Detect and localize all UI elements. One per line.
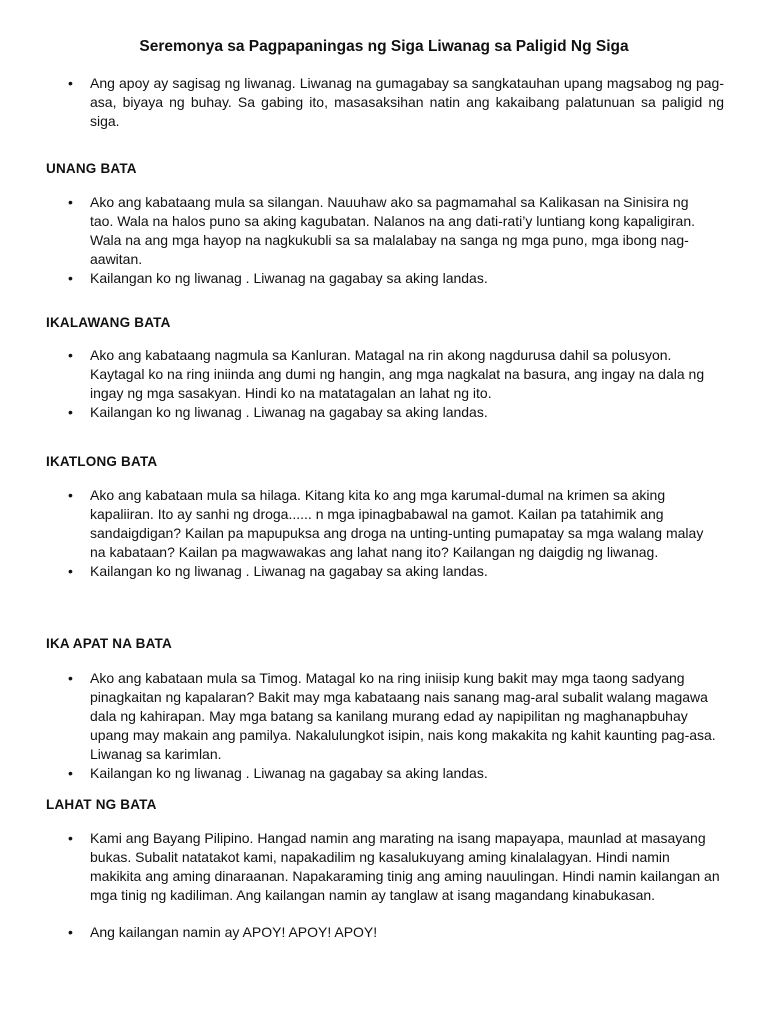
section-4-block <box>68 669 722 783</box>
section-heading-1: UNANG BATA <box>46 161 137 176</box>
section-heading-5: LAHAT NG BATA <box>46 797 157 812</box>
section-paragraph-3: • Ako ang kabataan mula sa hilaga. Kitang kita ko ang mga karumal-dumal na krimen sa aking kapaliiran. Ito ay sanhi ng droga...... n mga ipinagbabawal na gamot. Kailan pa tatahimik ang sandaigdigan? Kailan pa mapupuksa ang droga na unting-unting pumapatay sa mga walang malay na kabataan? Kailan pa magwawakas ang lahat nang ito? Kailangan ng daigdig ng liwanag. <box>68 486 708 562</box>
section-paragraph-5: • Kami ang Bayang Pilipino. Hangad namin ang marating na isang mapayapa, maunlad at masayang bukas. Subalit natatakot kami, napakadilim ng kasalukuyang aming kinalalagyan. Hindi namin makikita ang aming dinaraanan. Napakaraming tinig ang aming nauulingan. Hindi namin kailangan an mga tinig ng kadiliman. Ang kailangan namin ay tanglaw at isang magandang kinabukasan. <box>68 829 720 905</box>
section-3-block <box>68 486 708 581</box>
section-heading-4: IKA APAT NA BATA <box>46 636 172 651</box>
section-refrain-2: • Kailangan ko ng liwanag . Liwanag na gagabay sa aking landas. <box>68 403 716 422</box>
document-title: Seremonya sa Pagpapaningas ng Siga Liwanag sa Paligid Ng Siga <box>139 38 629 55</box>
intro-paragraph: • Ang apoy ay sagisag ng liwanag. Liwanag na gumagabay sa sangkatauhan upang magsabog ng pag-asa, biyaya ng buhay. Sa gabing ito, masasaksihan natin ang kakaibang palatunuan sa paligid ng siga. <box>68 74 724 131</box>
intro-block <box>68 74 724 131</box>
section-heading-2: IKALAWANG BATA <box>46 315 171 330</box>
section-2-block <box>68 346 716 422</box>
section-paragraph-1: • Ako ang kabataang mula sa silangan. Nauuhaw ako sa pagmamahal sa Kalikasan na Sinisira ng tao. Wala na halos puno sa aking kagubatan. Nalanos na ang dati-rati’y luntiang kong kapaligiran. Wala na ang mga hayop na nagkukubli sa sa malalabay na sanga ng mga puno, mga ibong nag-aawitan. <box>68 193 704 269</box>
section-refrain-1: • Kailangan ko ng liwanag . Liwanag na gagabay sa aking landas. <box>68 269 704 288</box>
section-5-block <box>68 829 720 942</box>
section-refrain-3: • Kailangan ko ng liwanag . Liwanag na gagabay sa aking landas. <box>68 562 708 581</box>
section-1-block <box>68 193 704 288</box>
section-paragraph-2: • Ako ang kabataang nagmula sa Kanluran. Matagal na rin akong nagdurusa dahil sa polusyon. Kaytagal ko na ring iniinda ang dumi ng hangin, ang mga nagkalat na basura, ang ingay na dala ng ingay ng mga sasakyan. Hindi ko na matatagalan an lahat ng ito. <box>68 346 716 403</box>
section-refrain-4: • Kailangan ko ng liwanag . Liwanag na gagabay sa aking landas. <box>68 764 722 783</box>
section-paragraph-4: • Ako ang kabataan mula sa Timog. Matagal ko na ring iniisip kung bakit may mga taong sadyang pinagkaitan ng kapalaran? Bakit may mga kabataang nais sanang mag-aral subalit walang magawa dala ng kahirapan. May mga batang sa kanilang murang edad ay napipilitan ng maghanapbuhay upang may makain ang pamilya. Nakalulungkot isipin, nais kong makakita ng kahit kaunting pag-asa. Liwanag sa karimlan. <box>68 669 722 764</box>
section-refrain-5: • Ang kailangan namin ay APOY! APOY! APOY! <box>68 923 720 942</box>
section-heading-3: IKATLONG BATA <box>46 454 158 469</box>
